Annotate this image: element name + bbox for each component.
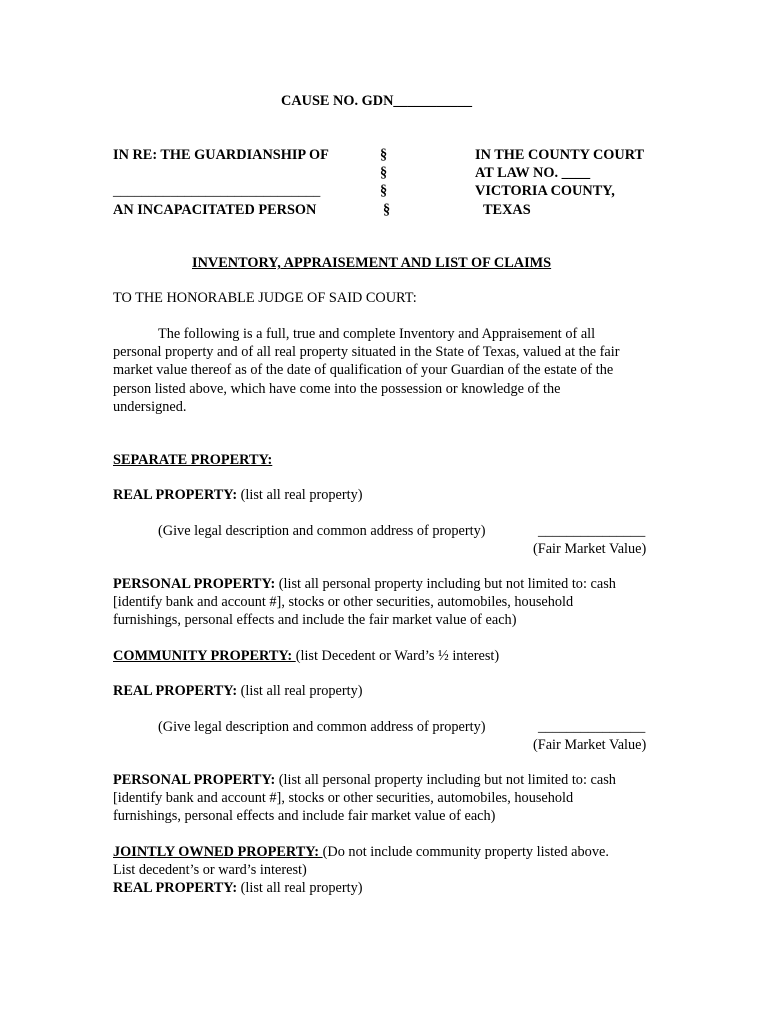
court-county: VICTORIA COUNTY, bbox=[475, 183, 615, 199]
community-fair-market-value: (Fair Market Value) bbox=[533, 737, 647, 753]
jointly-owned-property-instruction: (Do not include community property listed above. bbox=[322, 844, 609, 860]
intro-line: The following is a full, true and complete Inventory and Appraisement of all bbox=[158, 326, 596, 342]
separate-value-blank: _______________ bbox=[538, 523, 646, 539]
community-real-property bbox=[113, 682, 363, 700]
personal-property-instruction: furnishings, personal effects and include the fair market value of each) bbox=[113, 612, 517, 629]
salutation: TO THE HONORABLE JUDGE OF SAID COURT: bbox=[113, 290, 417, 306]
real-property-instruction: (list all real property) bbox=[237, 487, 363, 503]
section-sign: § bbox=[380, 147, 388, 163]
real-property-instruction: (list all real property) bbox=[237, 880, 363, 897]
personal-property-instruction: furnishings, personal effects and include fair market value of each) bbox=[113, 808, 496, 825]
personal-property-instruction: [identify bank and account #], stocks or other securities, automobiles, household bbox=[113, 594, 574, 611]
community-legal-description: (Give legal description and common address of property) bbox=[158, 719, 486, 735]
document-title: INVENTORY, APPRAISEMENT AND LIST OF CLAIMS bbox=[192, 255, 552, 271]
personal-property-instruction: (list all personal property including but not limited to: cash bbox=[275, 576, 616, 592]
intro-line: market value thereof as of the date of qualification of your Guardian of the estate of the bbox=[113, 362, 614, 379]
separate-personal-property bbox=[113, 575, 658, 630]
jointly-owned-property-instruction: List decedent’s or ward’s interest) bbox=[113, 862, 307, 879]
real-property-label: REAL PROPERTY: bbox=[113, 880, 238, 897]
community-value-blank: _______________ bbox=[538, 719, 646, 735]
community-personal-property bbox=[113, 771, 658, 826]
court-name: IN THE COUNTY COURT bbox=[475, 147, 645, 163]
personal-property-label: PERSONAL PROPERTY: bbox=[113, 772, 276, 788]
community-property-instruction: (list Decedent or Ward’s ½ interest) bbox=[295, 648, 500, 664]
section-sign: § bbox=[380, 183, 388, 199]
court-number: AT LAW NO. ____ bbox=[475, 165, 591, 181]
real-property-label: REAL PROPERTY: bbox=[113, 487, 238, 503]
jointly-owned-property bbox=[113, 843, 658, 898]
community-property-heading bbox=[113, 647, 499, 665]
real-property-instruction: (list all real property) bbox=[237, 683, 363, 699]
court-state: TEXAS bbox=[483, 202, 531, 218]
caption-in-re: IN RE: THE GUARDIANSHIP OF bbox=[113, 147, 329, 163]
personal-property-instruction: [identify bank and account #], stocks or other securities, automobiles, household bbox=[113, 790, 574, 807]
intro-line: undersigned. bbox=[113, 398, 187, 415]
intro-line: person listed above, which have come into the possession or knowledge of the bbox=[113, 380, 561, 397]
separate-legal-description: (Give legal description and common address of property) bbox=[158, 523, 486, 539]
personal-property-instruction: (list all personal property including but not limited to: cash bbox=[275, 772, 616, 788]
section-sign: § bbox=[383, 202, 391, 218]
intro-line: personal property and of all real property situated in the State of Texas, valued at the fair bbox=[113, 344, 620, 361]
separate-fair-market-value: (Fair Market Value) bbox=[533, 541, 647, 557]
caption-incapacitated: AN INCAPACITATED PERSON bbox=[113, 202, 317, 218]
personal-property-label: PERSONAL PROPERTY: bbox=[113, 576, 276, 592]
section-sign: § bbox=[380, 165, 388, 181]
caption-name-blank: _____________________________ bbox=[113, 183, 321, 199]
jointly-owned-property-label: JOINTLY OWNED PROPERTY: bbox=[113, 844, 323, 860]
separate-property-heading: SEPARATE PROPERTY: bbox=[113, 452, 273, 468]
separate-real-property bbox=[113, 486, 363, 504]
community-property-label: COMMUNITY PROPERTY: bbox=[113, 648, 296, 664]
intro-paragraph bbox=[113, 325, 658, 416]
cause-number: CAUSE NO. GDN___________ bbox=[281, 93, 473, 109]
real-property-label: REAL PROPERTY: bbox=[113, 683, 238, 699]
